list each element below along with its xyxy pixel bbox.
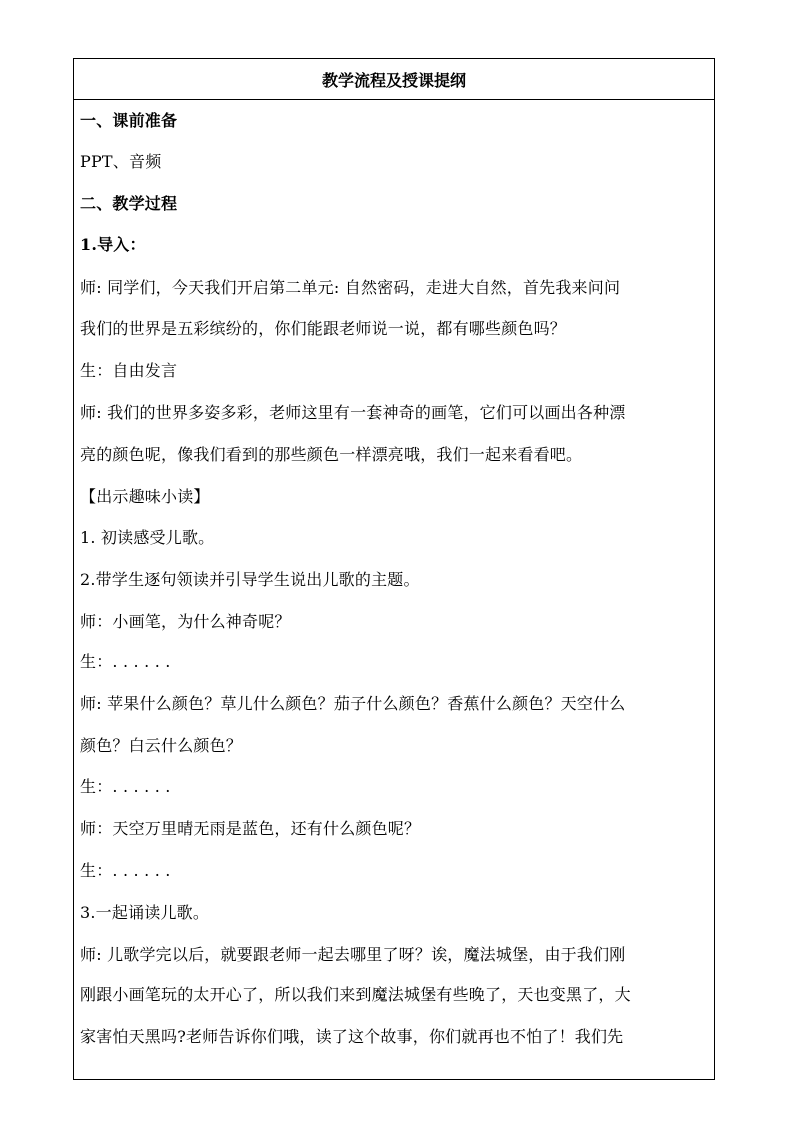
text-line: 生：. . . . . . [80, 861, 171, 880]
document-table [73, 58, 715, 1080]
text-line: 师：小画笔，为什么神奇呢？ [80, 612, 291, 631]
text-line: 师: 我们的世界多姿多彩，老师这里有一套神奇的画笔，它们可以画出各种漂 [80, 403, 626, 422]
text-line: 生：自由发言 [80, 361, 178, 380]
text-line: 生：. . . . . . [80, 777, 171, 796]
text-line: 生：. . . . . . [80, 652, 171, 671]
text-line: 师: 儿歌学完以后，就要跟老师一起去哪里了呀？诶，魔法城堡，由于我们刚 [80, 945, 626, 964]
text-line: 1. 初读感受儿歌。 [80, 528, 215, 547]
text-line: PPT、音频 [80, 152, 162, 171]
text-line: 师: 苹果什么颜色？草儿什么颜色？茄子什么颜色？香蕉什么颜色？天空什么 [80, 694, 626, 713]
text-line: 师: 同学们，今天我们开启第二单元: 自然密码，走进大自然，首先我来问问 [80, 278, 621, 297]
text-line: 1.导入： [80, 235, 146, 254]
text-line: 【出示趣味小读】 [80, 487, 210, 506]
text-line: 颜色？白云什么颜色？ [80, 736, 243, 755]
text-line: 师：天空万里晴无雨是蓝色，还有什么颜色呢？ [80, 819, 421, 838]
text-line: 亮的颜色呢，像我们看到的那些颜色一样漂亮哦，我们一起来看看吧。 [80, 445, 583, 464]
text-line: 家害怕天黑吗?老师告诉你们哦，读了这个故事，你们就再也不怕了！我们先 [80, 1027, 624, 1046]
text-line: 刚跟小画笔玩的太开心了，所以我们来到魔法城堡有些晚了，天也变黑了，大 [80, 985, 631, 1004]
text-line: 我们的世界是五彩缤纷的，你们能跟老师说一说，都有哪些颜色吗？ [80, 319, 567, 338]
text-line: 3.一起诵读儿歌。 [80, 903, 210, 922]
text-line: 二、教学过程 [80, 194, 178, 213]
document-title: 教学流程及授课提纲 [74, 59, 714, 100]
text-line: 一、课前准备 [80, 111, 178, 130]
text-line: 2.带学生逐句领读并引导学生说出儿歌的主题。 [80, 570, 420, 589]
